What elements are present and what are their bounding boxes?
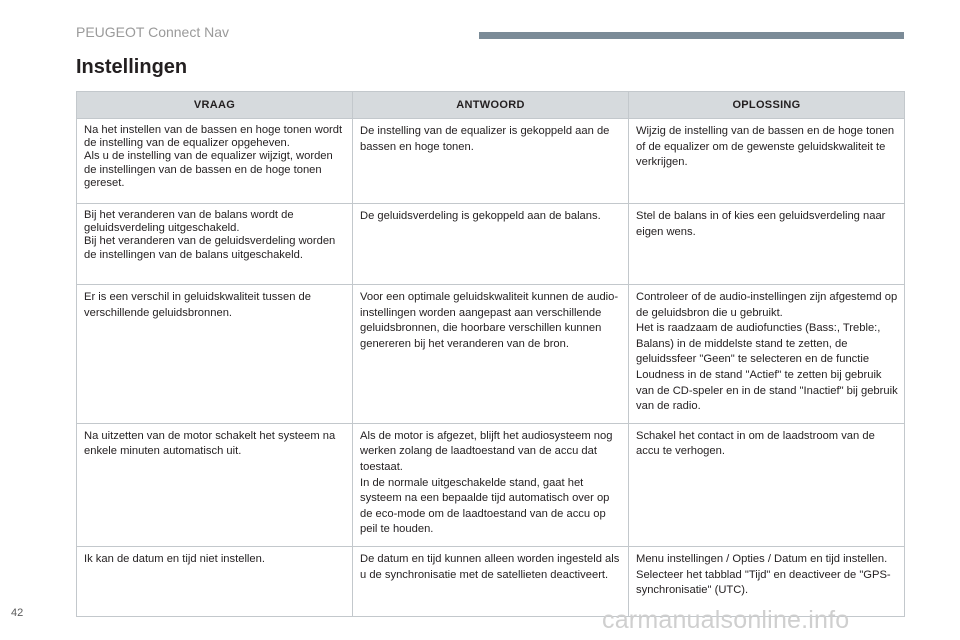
solution-cell: Menu instellingen / Opties / Datum en tijd instellen. Selecteer het tabblad "Tijd" en deactiveer de "GPS-synchronisatie" (UTC). — [629, 546, 905, 616]
solution-cell: Wijzig de instelling van de bassen en de hoge tonen of de equalizer om de gewenste geluidskwaliteit te verkrijgen. — [629, 119, 905, 204]
solution-cell: Stel de balans in of kies een geluidsverdeling naar eigen wens. — [629, 204, 905, 285]
answer-cell: Voor een optimale geluidskwaliteit kunnen de audio-instellingen worden aangepast aan verschillende geluidsbronnen, die hoorbare verschillen kunnen genereren bij het veranderen van de bron. — [353, 285, 629, 424]
answer-cell: De instelling van de equalizer is gekoppeld aan de bassen en hoge tonen. — [353, 119, 629, 204]
answer-cell: De geluidsverdeling is gekoppeld aan de balans. — [353, 204, 629, 285]
solution-cell: Schakel het contact in om de laadstroom van de accu te verhogen. — [629, 423, 905, 546]
column-header-oplossing: OPLOSSING — [629, 92, 905, 119]
question-cell: Ik kan de datum en tijd niet instellen. — [77, 546, 353, 616]
header-bar — [479, 32, 904, 39]
question-cell: Na het instellen van de bassen en hoge tonen wordt de instelling van de equalizer opgeheven. Als u de instelling van de equalizer wijzigt, worden de instellingen van de bassen en de hoge tonen gereset. — [77, 119, 353, 204]
table-row — [77, 119, 905, 204]
solution-cell: Controleer of de audio-instellingen zijn afgestemd op de geluidsbron die u gebruikt. Het is raadzaam de audiofuncties (Bass:, Treble:, Balans) in de middelste stand te zetten, de geluidssfeer "Geen" te selecteren en de functie Loudness in de stand "Actief" te zetten bij gebruik van de CD-speler en in de stand "Inactief" bij gebruik van de radio. — [629, 285, 905, 424]
table-row — [77, 423, 905, 546]
answer-cell: De datum en tijd kunnen alleen worden ingesteld als u de synchronisatie met de satellieten deactiveert. — [353, 546, 629, 616]
table-header-row — [77, 92, 905, 119]
question-cell: Bij het veranderen van de balans wordt de geluidsverdeling uitgeschakeld. Bij het veranderen van de geluidsverdeling worden de instellingen van de balans uitgeschakeld. — [77, 204, 353, 285]
question-cell: Na uitzetten van de motor schakelt het systeem na enkele minuten automatisch uit. — [77, 423, 353, 546]
question-cell: Er is een verschil in geluidskwaliteit tussen de verschillende geluidsbronnen. — [77, 285, 353, 424]
faq-table — [76, 91, 905, 617]
page-number: 42 — [11, 607, 24, 619]
column-header-vraag: VRAAG — [77, 92, 353, 119]
answer-cell: Als de motor is afgezet, blijft het audiosysteem nog werken zolang de laadtoestand van de accu dat toestaat. In de normale uitgeschakelde stand, gaat het systeem na een bepaalde tijd automatisch over op de eco-mode om de laadtoestand van de accu op peil te houden. — [353, 423, 629, 546]
watermark: carmanualsonline.info — [602, 606, 850, 634]
page-title: Instellingen — [76, 56, 188, 78]
column-header-antwoord: ANTWOORD — [353, 92, 629, 119]
header-label: PEUGEOT Connect Nav — [76, 24, 230, 40]
table-row — [77, 204, 905, 285]
table-row — [77, 285, 905, 424]
